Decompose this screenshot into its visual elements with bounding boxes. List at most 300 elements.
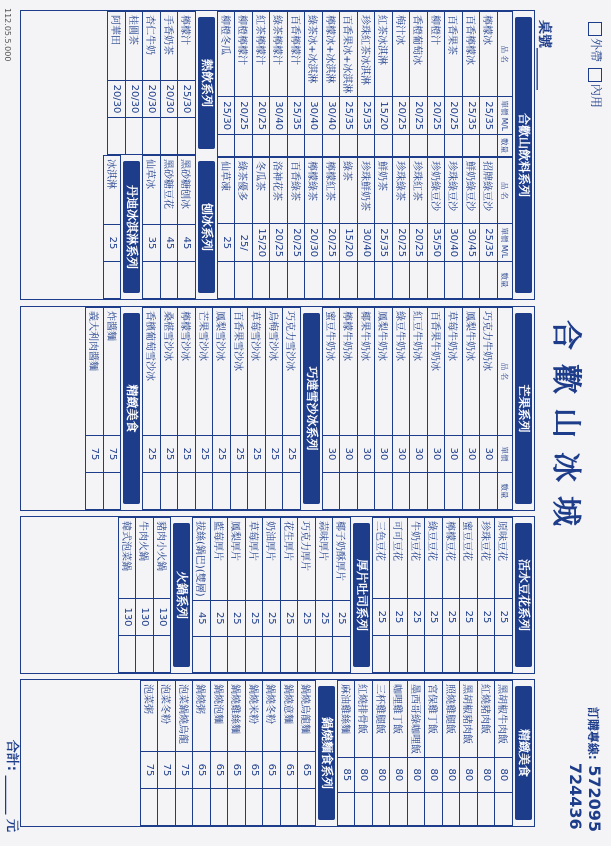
item-name: 三杯雞腿飯 — [373, 681, 391, 758]
quantity-cell[interactable] — [263, 637, 281, 673]
quantity-cell[interactable] — [176, 789, 194, 826]
quantity-cell[interactable] — [104, 473, 122, 510]
total-unit: 元 — [4, 818, 19, 832]
item-name: 杏仁牛奶 — [143, 12, 161, 81]
quantity-cell[interactable] — [375, 473, 393, 510]
item-price: 25 — [316, 600, 334, 636]
quantity-cell[interactable] — [141, 789, 159, 826]
quantity-cell[interactable] — [340, 262, 358, 299]
hot-table — [108, 11, 197, 155]
quantity-cell[interactable] — [358, 262, 376, 299]
item-name: 義大利肉醬麵 — [86, 308, 104, 436]
item-price: 25/30 — [178, 81, 196, 118]
hot-banner: 熱飲系列 — [198, 17, 215, 149]
menu-row — [211, 681, 229, 826]
column-header: 單價 M/L — [498, 97, 513, 135]
quantity-cell[interactable] — [445, 134, 463, 156]
item-price: 25 — [283, 436, 301, 473]
menu-row — [281, 681, 299, 826]
quantity-cell[interactable] — [270, 134, 288, 156]
quantity-cell[interactable] — [178, 262, 196, 299]
menu-row — [393, 157, 411, 298]
menu-row — [270, 12, 288, 157]
item-price: 25 — [425, 599, 443, 636]
quantity-cell[interactable] — [263, 789, 281, 826]
item-price: 30 — [323, 436, 341, 473]
quantity-cell[interactable] — [154, 636, 172, 673]
quantity-cell[interactable] — [178, 118, 196, 155]
menu-row — [253, 157, 271, 298]
quantity-cell[interactable] — [445, 262, 463, 299]
item-name: 蒜味厚片 — [316, 518, 334, 601]
menu-row — [393, 308, 411, 510]
column-header: 數量 — [498, 473, 513, 510]
item-name: 百香檸檬汁 — [288, 12, 306, 97]
quantity-cell[interactable] — [126, 118, 144, 155]
menu-row — [428, 308, 446, 510]
item-price: 80 — [355, 758, 373, 793]
menu-row — [425, 518, 443, 673]
item-name: 原味豆花 — [495, 518, 513, 599]
quantity-cell[interactable] — [355, 792, 373, 825]
menu-row — [445, 12, 463, 157]
quantity-cell[interactable] — [428, 473, 446, 510]
total-field: 合計: ______ 元 — [4, 739, 19, 832]
menu-row — [228, 681, 246, 826]
item-price: 65 — [246, 752, 264, 789]
item-name: 綠豆豆花 — [425, 518, 443, 599]
menu-row — [161, 308, 179, 510]
item-price: 20/25 — [428, 97, 446, 135]
menu-row — [248, 308, 266, 510]
item-price: 25 — [211, 600, 229, 636]
menu-row — [375, 12, 393, 157]
quantity-cell[interactable] — [298, 637, 316, 673]
quantity-cell[interactable] — [408, 792, 426, 825]
quantity-cell[interactable] — [373, 792, 391, 825]
quantity-cell[interactable] — [231, 473, 249, 510]
order-type — [588, 20, 605, 108]
quantity-cell[interactable] — [358, 473, 376, 510]
menu-row — [443, 681, 461, 826]
douhua-banner: 活水豆花系列 — [515, 523, 532, 667]
item-price: 25 — [196, 436, 214, 473]
item-price: 35 — [143, 225, 161, 262]
store-title: 合歡山冰城 — [548, 320, 583, 540]
item-name: 綠茶冰+冰淇淋 — [305, 12, 323, 97]
item-name: 蜜豆牛奶冰 — [323, 308, 341, 436]
quantity-cell[interactable] — [211, 637, 229, 673]
quantity-cell[interactable] — [410, 473, 428, 510]
item-name: 黑砂糖豆花 — [161, 156, 179, 225]
quantity-cell[interactable] — [143, 118, 161, 155]
item-price: 25 — [246, 600, 264, 636]
item-name: 綠茶檸檬汁 — [270, 12, 288, 97]
quantity-cell[interactable] — [480, 134, 498, 156]
item-price: 25/35 — [480, 224, 498, 262]
item-name: 鍋燒冬粉 — [263, 681, 281, 752]
item-price: 75 — [141, 752, 159, 789]
item-price: 85 — [338, 758, 356, 793]
item-name: 珍奶綠豆沙 — [428, 157, 446, 223]
quantity-cell[interactable] — [463, 473, 481, 510]
quantity-cell[interactable] — [495, 792, 513, 825]
smoothie-table — [103, 155, 122, 299]
quantity-cell[interactable] — [495, 636, 513, 673]
menu-row — [263, 518, 281, 673]
meals-section — [20, 679, 535, 827]
menu-row — [231, 308, 249, 510]
quantity-cell[interactable] — [460, 792, 478, 825]
quantity-cell[interactable] — [305, 262, 323, 299]
item-name: 手香奶茶 — [161, 12, 179, 81]
menu-row — [158, 681, 176, 826]
item-price: 25 — [281, 600, 299, 636]
item-price: 30 — [410, 436, 428, 473]
item-name: 百香果牛奶冰 — [428, 308, 446, 436]
item-price: 25 — [266, 436, 284, 473]
quantity-cell[interactable] — [246, 789, 264, 826]
item-name: 奶油厚片 — [263, 518, 281, 601]
menu-row — [410, 12, 428, 157]
noodles-banner: 鍋燒麵食系列 — [318, 686, 335, 820]
menu-row — [428, 157, 446, 298]
item-price: 25/35 — [358, 97, 376, 135]
quantity-cell[interactable] — [445, 473, 463, 510]
column-header: 單價 — [498, 436, 513, 473]
item-price: 25/35 — [288, 97, 306, 135]
quantity-cell[interactable] — [119, 636, 137, 673]
menu-row — [460, 681, 478, 826]
item-price: 25 — [143, 436, 161, 473]
item-price: 30/40 — [445, 224, 463, 262]
item-price: 30 — [375, 436, 393, 473]
quantity-cell[interactable] — [161, 262, 179, 299]
item-name: 檸檬綠茶 — [305, 157, 323, 223]
quantity-cell[interactable] — [161, 118, 179, 155]
quantity-cell[interactable] — [266, 473, 284, 510]
quantity-cell[interactable] — [443, 792, 461, 825]
quantity-cell[interactable] — [283, 473, 301, 510]
pearl-table — [322, 307, 513, 510]
item-name: 鍋燒粥 — [193, 681, 211, 752]
quantity-cell[interactable] — [253, 262, 271, 299]
quantity-cell[interactable] — [428, 262, 446, 299]
item-name: 花生厚片 — [281, 518, 299, 601]
quantity-cell[interactable] — [235, 262, 253, 299]
item-name: 鮮奶綠豆沙 — [463, 157, 481, 223]
item-name: 珍珠綠豆沙 — [445, 157, 463, 223]
item-price: 30/40 — [323, 97, 341, 135]
quantity-cell[interactable] — [218, 134, 236, 156]
quantity-cell[interactable] — [246, 637, 264, 673]
menu-row — [228, 518, 246, 673]
item-price: 25 — [408, 599, 426, 636]
quantity-cell[interactable] — [161, 473, 179, 510]
quantity-cell[interactable] — [333, 637, 351, 673]
quantity-cell[interactable] — [480, 262, 498, 299]
quantity-cell[interactable] — [373, 636, 391, 673]
column-header: 品 名 — [498, 12, 513, 97]
item-price: 20/30 — [305, 224, 323, 262]
item-name: 牛肉火鍋 — [136, 518, 154, 599]
quantity-cell[interactable] — [463, 262, 481, 299]
item-price: 45 — [193, 600, 211, 636]
quantity-cell[interactable] — [375, 262, 393, 299]
item-name: 巧克力牛奶冰 — [480, 308, 498, 436]
item-name: 桂圓茶 — [126, 12, 144, 81]
menu-row — [480, 12, 498, 157]
toast-banner: 厚片吐司系列 — [353, 523, 370, 667]
item-price: 25 — [231, 436, 249, 473]
item-name: 珍珠紅茶冰淇淋 — [358, 12, 376, 97]
takeout-label: 外帶 — [589, 38, 603, 63]
hotpot-table — [118, 517, 172, 673]
menu-row — [161, 156, 179, 299]
menu-row — [408, 518, 426, 673]
menu-row — [176, 681, 194, 826]
menu-row — [178, 156, 196, 299]
item-name: 藍莓厚片 — [211, 518, 229, 601]
table-number-label: 桌號 — [536, 20, 552, 48]
item-name: 香橙葡萄冰 — [410, 12, 428, 97]
header-row — [498, 157, 513, 298]
quantity-cell[interactable] — [393, 473, 411, 510]
menu-row — [375, 308, 393, 510]
quantity-cell[interactable] — [316, 637, 334, 673]
menu-row — [143, 12, 161, 155]
drinks-table — [217, 11, 513, 157]
quantity-cell[interactable] — [281, 789, 299, 826]
quantity-cell[interactable] — [425, 636, 443, 673]
item-name: 鳳梨牛奶冰 — [463, 308, 481, 436]
quantity-cell[interactable] — [390, 636, 408, 673]
quantity-cell[interactable] — [460, 636, 478, 673]
item-price: 25 — [218, 224, 236, 262]
menu-row — [340, 12, 358, 157]
quantity-cell[interactable] — [178, 473, 196, 510]
item-price: 30/40 — [358, 224, 376, 262]
quantity-cell[interactable] — [425, 792, 443, 825]
menu-row — [143, 156, 161, 299]
menu-row — [281, 518, 299, 673]
item-name: 草莓牛奶冰 — [445, 308, 463, 436]
quantity-cell[interactable] — [143, 262, 161, 299]
item-price: 35/50 — [428, 224, 446, 262]
quantity-cell[interactable] — [375, 134, 393, 156]
quantity-cell[interactable] — [108, 118, 126, 155]
item-price: 25/35 — [375, 224, 393, 262]
menu-row — [390, 681, 408, 826]
menu-row — [246, 681, 264, 826]
quantity-cell[interactable] — [358, 134, 376, 156]
menu-row — [323, 157, 341, 298]
item-price: 20/25 — [410, 97, 428, 135]
item-name: 三色豆花 — [373, 518, 391, 599]
menu-row — [108, 12, 126, 155]
quantity-cell[interactable] — [390, 792, 408, 825]
quantity-cell[interactable] — [428, 134, 446, 156]
quantity-cell[interactable] — [193, 637, 211, 673]
item-price: 30 — [480, 436, 498, 473]
quantity-cell[interactable] — [393, 134, 411, 156]
menu-row — [323, 308, 341, 510]
quantity-cell[interactable] — [158, 789, 176, 826]
item-price: 25 — [228, 600, 246, 636]
item-name: 鳳梨雪沙冰 — [213, 308, 231, 436]
quantity-cell[interactable] — [410, 262, 428, 299]
quantity-cell[interactable] — [143, 473, 161, 510]
dine-in-checkbox[interactable] — [589, 68, 603, 82]
quantity-cell[interactable] — [408, 636, 426, 673]
item-name: 柳橙汁 — [428, 12, 446, 97]
quantity-cell[interactable] — [323, 473, 341, 510]
quantity-cell[interactable] — [338, 792, 356, 825]
column-header: 品 名 — [498, 308, 513, 436]
menu-row — [298, 518, 316, 673]
menu-row — [463, 157, 481, 298]
menu-row — [393, 12, 411, 157]
quantity-cell[interactable] — [340, 134, 358, 156]
pearl-banner: 芒果系列 — [515, 313, 532, 504]
quantity-cell[interactable] — [281, 637, 299, 673]
menu-row — [305, 12, 323, 157]
item-name: 香檳葡萄雪沙冰 — [143, 308, 161, 436]
menu-row — [86, 308, 104, 510]
quantity-cell[interactable] — [288, 134, 306, 156]
menu-row — [119, 518, 137, 673]
item-name: 巧克力雪沙冰 — [283, 308, 301, 436]
item-price: 20/25 — [253, 97, 271, 135]
item-price: 80 — [425, 758, 443, 793]
menu-row — [408, 681, 426, 826]
table-number: 桌號______ — [536, 20, 552, 90]
menu-row — [283, 308, 301, 510]
quantity-cell[interactable] — [104, 262, 122, 299]
menu-row — [104, 156, 122, 299]
item-name: 紅燒排骨飯 — [355, 681, 373, 758]
item-price: 25/ — [235, 224, 253, 262]
item-price: 130 — [154, 599, 172, 636]
item-name: 泡菜冬粉 — [158, 681, 176, 752]
quantity-cell[interactable] — [393, 262, 411, 299]
quantity-cell[interactable] — [410, 134, 428, 156]
quantity-cell[interactable] — [480, 473, 498, 510]
quantity-cell[interactable] — [323, 262, 341, 299]
item-name: 紅燒豬肉飯 — [478, 681, 496, 758]
item-name: 黑胡椒豬肉飯 — [460, 681, 478, 758]
item-name: 百香果茶 — [445, 12, 463, 97]
item-name: 檸檬牛奶冰 — [340, 308, 358, 436]
column-header: 品 名 — [498, 157, 513, 223]
item-name: 墨西哥綠咖哩飯 — [408, 681, 426, 758]
item-price: 25 — [248, 436, 266, 473]
item-price: 30 — [393, 436, 411, 473]
quantity-cell[interactable] — [235, 134, 253, 156]
quantity-cell[interactable] — [193, 789, 211, 826]
item-price: 25 — [263, 600, 281, 636]
menu-row — [373, 681, 391, 826]
item-price: 25 — [373, 599, 391, 636]
item-price: 65 — [263, 752, 281, 789]
quantity-cell[interactable] — [340, 473, 358, 510]
item-name: 麻油雞絲麵 — [338, 681, 356, 758]
quantity-cell[interactable] — [136, 636, 154, 673]
quantity-cell[interactable] — [248, 473, 266, 510]
quantity-cell[interactable] — [270, 262, 288, 299]
menu-row — [358, 157, 376, 298]
quantity-cell[interactable] — [228, 637, 246, 673]
item-name: 草莓雪沙冰 — [248, 308, 266, 436]
menu-row — [246, 518, 264, 673]
quantity-cell[interactable] — [253, 134, 271, 156]
item-name: 珍珠鮮奶茶 — [358, 157, 376, 223]
item-price: 75 — [104, 436, 122, 473]
item-price: 20/25 — [393, 224, 411, 262]
item-name: 百香果冰+冰淇淋 — [340, 12, 358, 97]
item-price: 25 — [460, 599, 478, 636]
item-name: 黑砂糖刨冰 — [178, 156, 196, 225]
item-price: 20/25 — [445, 97, 463, 135]
menu-row — [235, 12, 253, 157]
item-name: 桑椹雪沙冰 — [161, 308, 179, 436]
drinks2-table — [217, 157, 513, 299]
item-name: 鍋燒泡麵 — [211, 681, 229, 752]
item-price: 15/20 — [340, 224, 358, 262]
item-price: 25/35 — [480, 97, 498, 135]
quantity-cell[interactable] — [196, 473, 214, 510]
quantity-cell[interactable] — [228, 789, 246, 826]
item-price: 25 — [213, 436, 231, 473]
menu-row — [323, 12, 341, 157]
item-name: 椰果牛奶冰 — [358, 308, 376, 436]
smoothie-banner: 丹迪冰淇淋系列 — [124, 161, 141, 293]
quantity-cell[interactable] — [443, 636, 461, 673]
quantity-cell[interactable] — [211, 789, 229, 826]
menu-row — [270, 157, 288, 298]
item-price: 75 — [86, 436, 104, 473]
quantity-cell[interactable] — [323, 134, 341, 156]
item-name: 韓式泡菜鍋 — [119, 518, 137, 599]
shaved-table — [143, 155, 197, 299]
takeout-checkbox[interactable] — [589, 22, 603, 36]
quantity-cell[interactable] — [463, 134, 481, 156]
menu-row — [298, 681, 316, 826]
menu-row — [340, 157, 358, 298]
item-price: 20/25 — [323, 224, 341, 262]
quantity-cell[interactable] — [478, 792, 496, 825]
quantity-cell[interactable] — [213, 473, 231, 510]
fry-table — [86, 307, 122, 510]
item-price: 20/30 — [108, 81, 126, 118]
quantity-cell[interactable] — [86, 473, 104, 510]
quantity-cell[interactable] — [298, 789, 316, 826]
item-name: 鍋燒意麵 — [281, 681, 299, 752]
menu-row — [410, 308, 428, 510]
item-name: 蜜豆豆花 — [460, 518, 478, 599]
quantity-cell[interactable] — [305, 134, 323, 156]
column-header: 數量 — [498, 262, 513, 299]
item-name: 鳳梨厚片 — [228, 518, 246, 601]
meals-banner: 精緻美食 — [515, 686, 532, 820]
item-name: 檸檬雪沙冰 — [178, 308, 196, 436]
item-price: 25/30 — [218, 97, 236, 135]
quantity-cell[interactable] — [288, 262, 306, 299]
item-name: 冰淇淋 — [104, 156, 122, 225]
quantity-cell[interactable] — [218, 262, 236, 299]
item-name: 仙草冰 — [143, 156, 161, 225]
quantity-cell[interactable] — [478, 636, 496, 673]
